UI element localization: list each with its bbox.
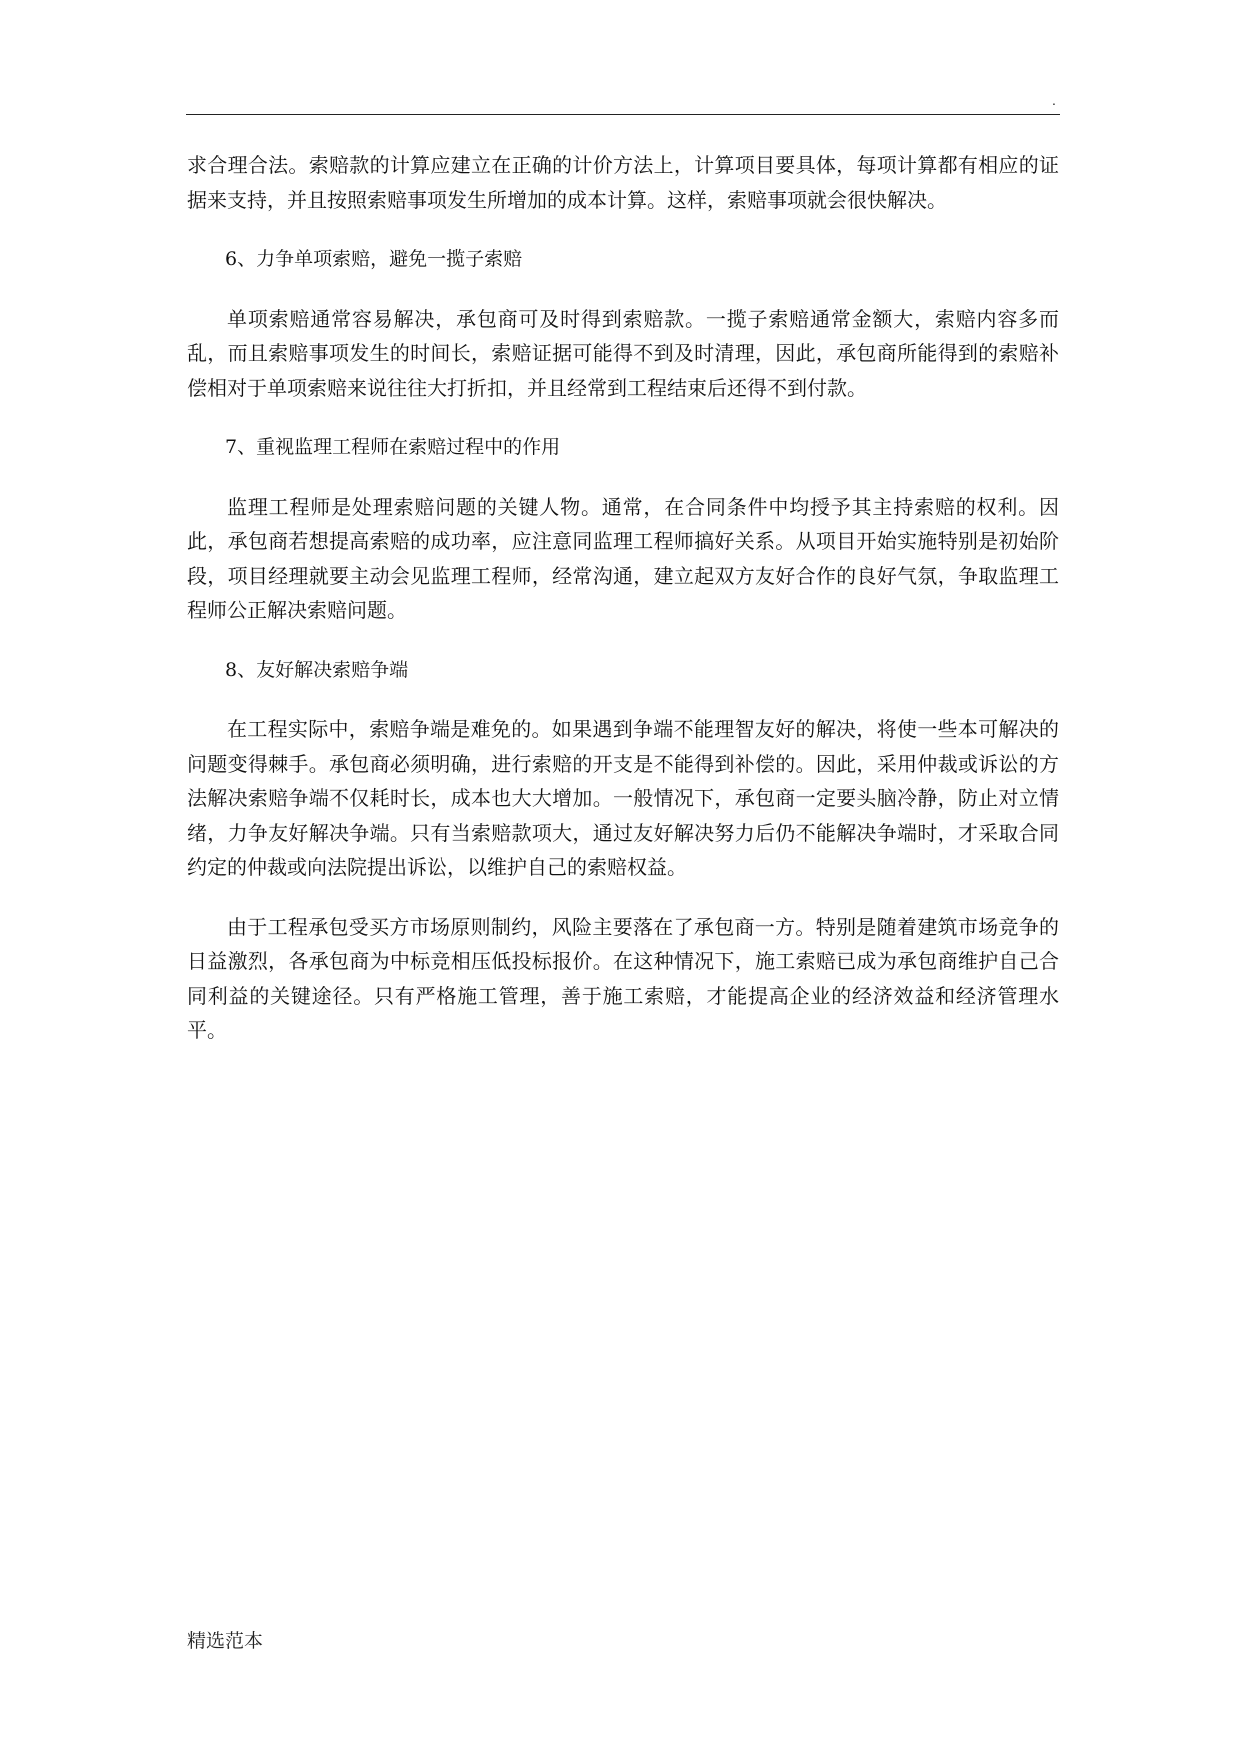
paragraph-single-claim: 单项索赔通常容易解决，承包商可及时得到索赔款。一揽子索赔通常金额大，索赔内容多而乱，而且索赔事项发生的时间长，索赔证据可能得不到及时清理，因此，承包商所能得到的索赔补偿相对于单项索赔来说往往大打折扣，并且经常到工程结束后还得不到付款。 (187, 306, 1059, 400)
footer-label: 精选范本 (187, 1630, 264, 1652)
paragraph-conclusion: 由于工程承包受买方市场原则制约，风险主要落在了承包商一方。特别是随着建筑市场竞争的日益激烈，各承包商为中标竞相压低投标报价。在这种情况下，施工索赔已成为承包商维护自己合同利益的关键途径。只有严格施工管理，善于施工索赔，才能提高企业的经济效益和经济管理水平。 (187, 914, 1059, 1042)
header-mark: . (1052, 92, 1056, 108)
document-body (187, 148, 1059, 1073)
section-heading-7: 7、重视监理工程师在索赔过程中的作用 (225, 436, 561, 458)
paragraph-supervising-engineer: 监理工程师是处理索赔问题的关键人物。通常，在合同条件中均授予其主持索赔的权利。因此，承包商若想提高索赔的成功率，应注意同监理工程师搞好关系。从项目开始实施特别是初始阶段，项目经理就要主动会见监理工程师，经常沟通，建立起双方友好合作的良好气氛，争取监理工程师公正解决索赔问题。 (187, 494, 1059, 622)
paragraph-continuation: 求合理合法。索赔款的计算应建立在正确的计价方法上，计算项目要具体，每项计算都有相应的证据来支持，并且按照索赔事项发生所增加的成本计算。这样，索赔事项就会很快解决。 (187, 153, 1059, 212)
header-divider (186, 114, 1060, 115)
paragraph-dispute-resolution: 在工程实际中，索赔争端是难免的。如果遇到争端不能理智友好的解决，将使一些本可解决的问题变得棘手。承包商必须明确，进行索赔的开支是不能得到补偿的。因此，采用仲裁或诉讼的方法解决索赔争端不仅耗时长，成本也大大增加。一般情况下，承包商一定要头脑冷静，防止对立情绪，力争友好解决争端。只有当索赔款项大，通过友好解决努力后仍不能解决争端时，才采取合同约定的仲裁或向法院提出诉讼，以维护自己的索赔权益。 (187, 717, 1059, 879)
section-heading-6: 6、力争单项索赔，避免一揽子索赔 (225, 248, 523, 270)
section-heading-8: 8、友好解决索赔争端 (225, 658, 409, 681)
